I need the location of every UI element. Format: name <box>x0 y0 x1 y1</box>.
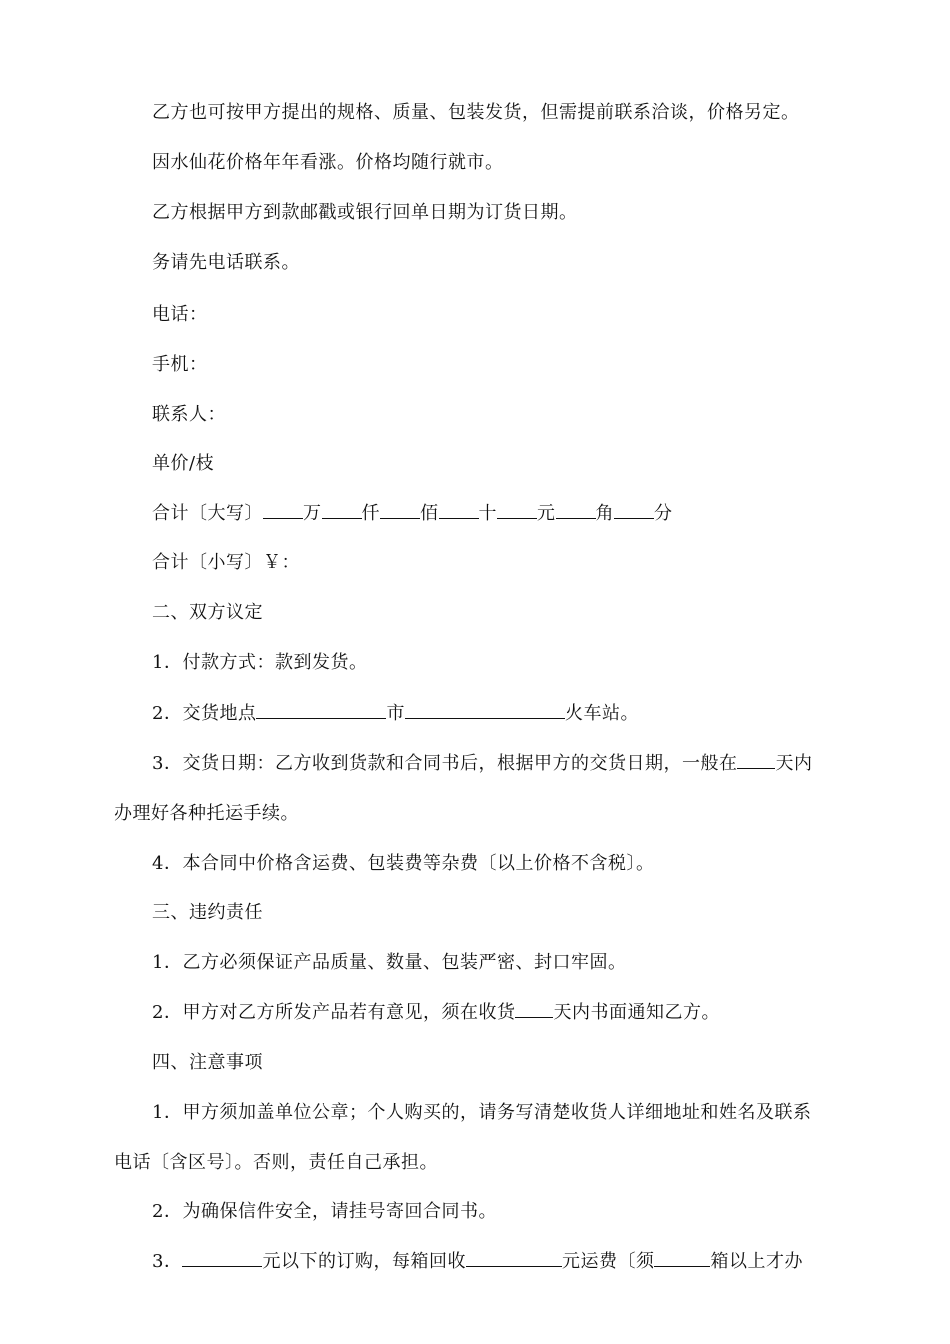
section2-item4: 4．本合同中价格含运费、包装费等杂费〔以上价格不含税〕。 <box>152 853 655 874</box>
unit-wan: 万 <box>303 503 322 524</box>
blank-delivery-city <box>256 702 386 719</box>
section2-item1: 1．付款方式：款到发货。 <box>152 652 368 673</box>
section4-item3 <box>152 1250 803 1274</box>
unit-fen: 分 <box>654 503 673 524</box>
blank-fen <box>614 502 654 519</box>
section2-item3 <box>152 752 812 776</box>
blank-wan <box>263 502 303 519</box>
blank-qian <box>322 502 362 519</box>
total-upper-line <box>152 502 673 526</box>
delivery-station-suffix: 火车站。 <box>564 703 639 724</box>
objection-suffix: 天内书面通知乙方。 <box>553 1002 720 1023</box>
section3-heading: 三、违约责任 <box>152 902 263 923</box>
section2-item3-cont: 办理好各种托运手续。 <box>114 803 299 824</box>
section4-item1: 1．甲方须加盖单位公章；个人购买的，请务写清楚收货人详细地址和姓名及联系 <box>152 1102 812 1123</box>
objection-text: 2．甲方对乙方所发产品若有意见，须在收货 <box>152 1002 516 1023</box>
field-phone-label: 电话： <box>152 304 208 325</box>
section4-heading: 四、注意事项 <box>152 1052 263 1073</box>
section4-item1-cont: 电话〔含区号〕。否则，责任自己承担。 <box>114 1152 438 1173</box>
delivery-place-prefix: 2．交货地点 <box>152 703 257 724</box>
blank-order-amount <box>182 1250 262 1267</box>
blank-bai <box>380 502 420 519</box>
blank-box-count <box>654 1250 710 1267</box>
field-unit-price-label: 单价/枝 <box>152 453 215 474</box>
field-mobile-label: 手机： <box>152 354 208 375</box>
paragraph-price-note: 因水仙花价格年年看涨。价格均随行就市。 <box>152 152 504 173</box>
unit-bai: 佰 <box>420 503 439 524</box>
delivery-city-suffix: 市 <box>386 703 405 724</box>
paragraph-spec-terms: 乙方也可按甲方提出的规格、质量、包装发货，但需提前联系洽谈，价格另定。 <box>152 102 800 123</box>
blank-shi <box>439 502 479 519</box>
field-contact-person-label: 联系人： <box>152 404 226 425</box>
blank-delivery-station <box>405 702 565 719</box>
shipping-fee-text-b: 元运费〔须 <box>561 1251 655 1272</box>
section4-item2: 2．为确保信件安全，请挂号寄回合同书。 <box>152 1201 497 1222</box>
paragraph-contact-first: 务请先电话联系。 <box>152 252 300 273</box>
blank-yuan <box>497 502 537 519</box>
total-upper-prefix: 合计〔大写〕 <box>152 503 263 524</box>
unit-jiao: 角 <box>595 503 614 524</box>
blank-jiao <box>556 502 596 519</box>
blank-delivery-days <box>737 752 775 769</box>
unit-qian: 仟 <box>361 503 380 524</box>
shipping-fee-text-a: 元以下的订购，每箱回收 <box>262 1251 466 1272</box>
section3-item1: 1．乙方必须保证产品质量、数量、包装严密、封口牢固。 <box>152 952 627 973</box>
blank-shipping-fee <box>466 1250 562 1267</box>
section2-heading: 二、双方议定 <box>152 602 263 623</box>
shipping-fee-number: 3． <box>152 1251 183 1272</box>
total-lower-line: 合计〔小写〕￥： <box>152 552 300 573</box>
paragraph-order-date: 乙方根据甲方到款邮戳或银行回单日期为订货日期。 <box>152 202 578 223</box>
delivery-date-text: 3．交货日期：乙方收到货款和合同书后，根据甲方的交货日期，一般在 <box>152 753 738 774</box>
blank-objection-days <box>515 1001 553 1018</box>
section3-item2 <box>152 1001 720 1025</box>
shipping-fee-text-c: 箱以上才办 <box>710 1251 803 1272</box>
unit-shi: 十 <box>478 503 497 524</box>
unit-yuan: 元 <box>537 503 556 524</box>
section2-item2 <box>152 702 639 726</box>
delivery-days-suffix: 天内 <box>775 753 813 774</box>
